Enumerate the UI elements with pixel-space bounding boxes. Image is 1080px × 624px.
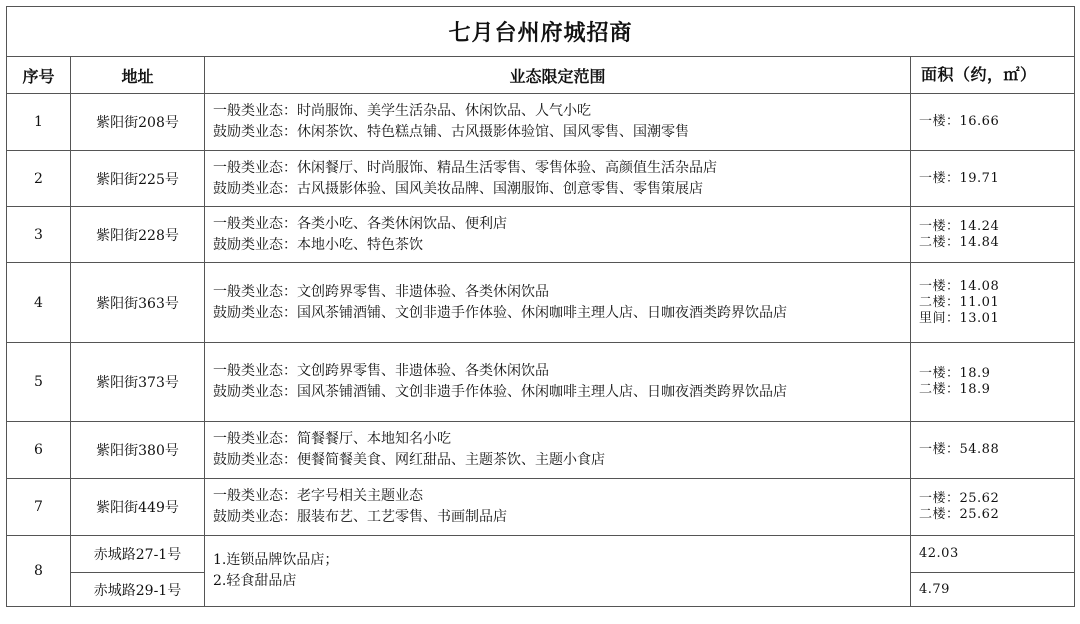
row-address: 赤城路29-1号	[71, 573, 205, 607]
row-scope	[205, 343, 911, 422]
row-index: 3	[7, 207, 71, 263]
row-scope	[205, 479, 911, 536]
row-index: 7	[7, 479, 71, 536]
merchant-table	[6, 6, 1075, 607]
scope-encouraged: 鼓励类业态：国风茶铺酒铺、文创非遗手作体验、休闲咖啡主理人店、日咖夜酒类跨界饮品店	[213, 304, 787, 321]
row-index: 8	[7, 536, 71, 607]
row-area: 4.79	[911, 573, 1075, 607]
row-scope	[205, 94, 911, 151]
area-line: 一楼：19.71	[919, 170, 1000, 186]
row-area	[911, 94, 1075, 151]
row-scope	[205, 151, 911, 207]
area-line: 一楼：16.66	[919, 114, 1000, 129]
area-line: 二楼：14.84	[919, 234, 1000, 250]
row-address: 紫阳街373号	[71, 343, 205, 422]
scope-general: 一般类业态：简餐餐厅、本地知名小吃	[213, 431, 451, 447]
row-address: 紫阳街225号	[71, 151, 205, 207]
area-line: 一楼：14.08	[919, 278, 1000, 294]
row-index: 2	[7, 151, 71, 207]
table-row	[7, 536, 1075, 573]
row-address: 紫阳街380号	[71, 422, 205, 479]
scope-general: 一般类业态：各类小吃、各类休闲饮品、便利店	[213, 215, 507, 232]
scope-encouraged: 鼓励类业态：本地小吃、特色茶饮	[213, 236, 423, 253]
row-area	[911, 151, 1075, 207]
row-area: 42.03	[911, 536, 1075, 573]
row-scope	[205, 263, 911, 343]
row-address: 紫阳街228号	[71, 207, 205, 263]
table-row	[7, 207, 1075, 263]
area-line: 二楼：25.62	[919, 507, 1000, 522]
row-address: 紫阳街363号	[71, 263, 205, 343]
table-row	[7, 94, 1075, 151]
header-index: 序号	[7, 57, 71, 94]
header-area: 面积（约，㎡）	[911, 57, 1075, 94]
scope-item: 1.连锁品牌饮品店；	[213, 552, 339, 568]
area-line: 一楼：18.9	[919, 366, 991, 381]
merchant-table-sheet	[6, 6, 1074, 618]
table-row	[7, 343, 1075, 422]
row-address: 紫阳街449号	[71, 479, 205, 536]
table-row	[7, 422, 1075, 479]
header-scope: 业态限定范围	[205, 57, 911, 94]
area-line: 里间：13.01	[919, 310, 1000, 326]
row-index: 5	[7, 343, 71, 422]
scope-encouraged: 鼓励类业态：服装布艺、工艺零售、书画制品店	[213, 509, 507, 525]
scope-encouraged: 鼓励类业态：古风摄影体验、国风美妆品牌、国潮服饰、创意零售、零售策展店	[213, 180, 703, 197]
row-area	[911, 263, 1075, 343]
header-address: 地址	[71, 57, 205, 94]
table-row	[7, 151, 1075, 207]
row-address: 赤城路27-1号	[71, 536, 205, 573]
row-index: 1	[7, 94, 71, 151]
area-line: 二楼：11.01	[919, 294, 1000, 310]
area-line: 一楼：54.88	[919, 442, 1000, 457]
scope-general: 一般类业态：文创跨界零售、非遗体验、各类休闲饮品	[213, 363, 549, 379]
row-address: 紫阳街208号	[71, 94, 205, 151]
row-area	[911, 343, 1075, 422]
table-row	[7, 479, 1075, 536]
scope-general: 一般类业态：文创跨界零售、非遗体验、各类休闲饮品	[213, 283, 549, 300]
scope-item: 2.轻食甜品店	[213, 573, 297, 589]
scope-encouraged: 鼓励类业态：国风茶铺酒铺、文创非遗手作体验、休闲咖啡主理人店、日咖夜酒类跨界饮品店	[213, 384, 787, 400]
scope-general: 一般类业态：老字号相关主题业态	[213, 488, 423, 504]
scope-encouraged: 鼓励类业态：休闲茶饮、特色糕点铺、古风摄影体验馆、国风零售、国潮零售	[213, 124, 689, 140]
scope-general: 一般类业态：时尚服饰、美学生活杂品、休闲饮品、人气小吃	[213, 103, 591, 119]
area-line: 一楼：25.62	[919, 491, 1000, 506]
scope-encouraged: 鼓励类业态：便餐简餐美食、网红甜品、主题茶饮、主题小食店	[213, 452, 605, 468]
row-scope	[205, 207, 911, 263]
row-area	[911, 422, 1075, 479]
row-scope	[205, 536, 911, 607]
table-title: 七月台州府城招商	[7, 7, 1075, 57]
row-index: 4	[7, 263, 71, 343]
table-row	[7, 263, 1075, 343]
area-line: 二楼：18.9	[919, 382, 991, 397]
row-area	[911, 479, 1075, 536]
row-index: 6	[7, 422, 71, 479]
area-line: 一楼：14.24	[919, 218, 1000, 234]
header-row	[7, 57, 1075, 94]
scope-general: 一般类业态：休闲餐厅、时尚服饰、精品生活零售、零售体验、高颜值生活杂品店	[213, 159, 717, 176]
row-area	[911, 207, 1075, 263]
row-scope	[205, 422, 911, 479]
